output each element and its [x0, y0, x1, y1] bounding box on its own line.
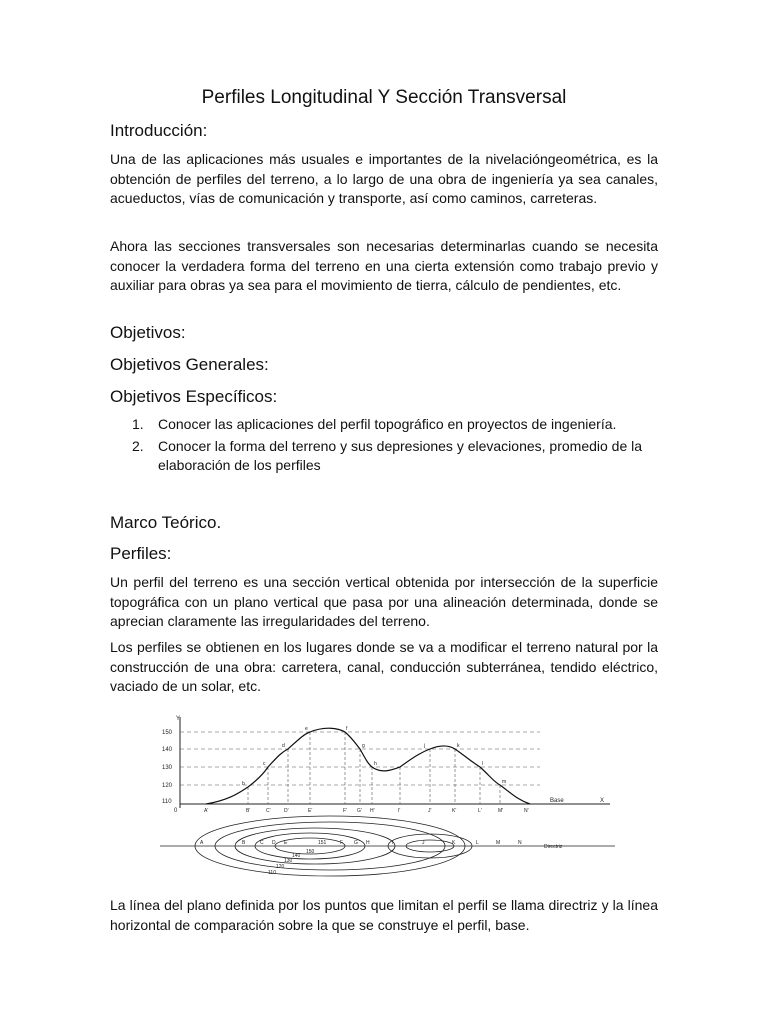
- plan-point-label: J: [422, 840, 425, 846]
- y-axis-label: Y: [176, 716, 181, 722]
- contour-label: 110: [268, 870, 276, 876]
- plan-point-label: D: [272, 840, 276, 846]
- plan-point-label: B: [242, 840, 246, 846]
- y-tick-label: 130: [162, 765, 173, 771]
- contour-label: 130: [284, 858, 293, 864]
- objetivos-especificos-heading: Objetivos Específicos:: [110, 387, 278, 406]
- perfiles-heading: Perfiles:: [110, 544, 172, 563]
- plan-point-label: N: [518, 840, 522, 846]
- profile-point-label: g: [362, 743, 365, 749]
- document-title: Perfiles Longitudinal Y Sección Transversal: [201, 87, 567, 108]
- profile-point-label: c: [263, 761, 266, 767]
- profile-point-label: e: [305, 726, 308, 732]
- plan-point-label: K: [452, 840, 456, 846]
- closing-paragraph: La línea del plano definida por los puntos que limitan el perfil se llama directriz y la línea horizontal de comparación sobre la que se construye el perfil, base.: [110, 897, 658, 933]
- objetivos-generales-heading: Objetivos Generales:: [110, 355, 269, 374]
- profile-point-label: f: [346, 726, 348, 732]
- profile-point-label: l: [482, 761, 484, 767]
- x-axis-label: X: [600, 798, 605, 804]
- plan-point-label: F: [340, 840, 344, 846]
- origin-label: 0: [174, 808, 178, 814]
- list-item-text: Conocer la forma del terreno y sus depresiones y elevaciones, promedio de la elaboración de los perfiles: [158, 437, 643, 474]
- profile-point-label: j: [424, 743, 426, 749]
- directriz-label: Directriz: [544, 844, 563, 850]
- base-point-label: D': [284, 808, 289, 814]
- y-tick-label: 150: [162, 730, 173, 736]
- contour-label: 150: [306, 849, 315, 855]
- plan-point-label: H: [366, 840, 370, 846]
- base-point-label: B': [246, 808, 251, 814]
- list-item-text: Conocer las aplicaciones del perfil topográfico en proyectos de ingeniería.: [158, 416, 617, 432]
- base-point-label: J': [428, 808, 432, 814]
- contour-labels: [268, 840, 327, 876]
- contour-label: 151: [318, 840, 327, 846]
- plan-point-label: M: [496, 840, 501, 846]
- intro-paragraph-2: Ahora las secciones transversales son necesarias determinarlas cuando se necesita conocer la verdadera forma del terreno en una cierta extensión como trabajo previo y auxiliar para obras ya sea para el movimiento de tierra, cálculo de pendientes, etc.: [110, 238, 658, 294]
- base-point-label: G': [357, 808, 362, 814]
- base-point-label: H': [370, 808, 375, 814]
- grid-lines: [180, 732, 540, 785]
- profile-point-label: m: [502, 779, 507, 785]
- y-tick-label: 140: [162, 747, 173, 753]
- contour-label: 120: [276, 864, 285, 870]
- y-tick-label: 120: [162, 783, 173, 789]
- profile-point-labels: [242, 726, 506, 787]
- objetivos-heading: Objetivos:: [110, 323, 186, 342]
- profile-figure: [160, 712, 620, 882]
- y-tick-label: 110: [162, 799, 172, 805]
- plan-point-label: A: [200, 840, 204, 846]
- list-item: [110, 415, 658, 435]
- base-label: Base: [550, 798, 564, 804]
- intro-heading: Introducción:: [110, 121, 208, 140]
- list-item: [110, 437, 658, 476]
- base-point-label: C': [266, 808, 271, 814]
- intro-paragraph-1: Una de las aplicaciones más usuales e importantes de la nivelacióngeométrica, es la obtención de perfiles del terreno, a lo largo de una obra de ingeniería ya sea canales, acueductos, vías de comunicación y transporte, así como caminos, carreteras.: [110, 151, 658, 207]
- list-item-number: 2.: [132, 437, 144, 454]
- base-point-label: K': [452, 808, 457, 814]
- base-point-label: F': [343, 808, 348, 814]
- base-point-label: N': [524, 808, 529, 814]
- profile-point-label: d: [282, 743, 285, 749]
- marco-paragraph-2: Los perfiles se obtienen en los lugares donde se va a modificar el terreno natural por la construcción de una obra: carretera, canal, conducción subterránea, tendido eléctrico, vaciado de un solar, etc.: [110, 639, 658, 695]
- profile-diagram: [160, 712, 620, 882]
- plan-point-label: I: [392, 840, 394, 846]
- marco-heading: Marco Teórico.: [110, 513, 222, 532]
- base-point-label: I': [398, 808, 401, 814]
- plan-point-label: C: [260, 840, 264, 846]
- base-point-label: M': [498, 808, 504, 814]
- plan-point-label: L: [476, 840, 479, 846]
- contour-label: 140: [292, 853, 301, 859]
- profile-point-label: h: [374, 761, 377, 767]
- marco-paragraph-1: Un perfil del terreno es una sección vertical obtenida por intersección de la superficie topográfica con un plano vertical que pasa por una alineación determinada, donde se aprecian claramente las irregularidades del terreno.: [110, 574, 658, 630]
- base-point-labels: [204, 808, 529, 814]
- profile-point-label: k: [457, 743, 460, 749]
- plan-point-label: E: [284, 840, 288, 846]
- y-tick-labels: [162, 730, 173, 805]
- list-item-number: 1.: [132, 416, 144, 432]
- plan-point-label: G: [354, 840, 358, 846]
- base-point-label: L': [478, 808, 482, 814]
- base-point-label: E': [308, 808, 313, 814]
- base-point-label: A': [204, 808, 209, 814]
- objetivos-list: [110, 415, 658, 478]
- profile-point-label: b: [242, 781, 245, 787]
